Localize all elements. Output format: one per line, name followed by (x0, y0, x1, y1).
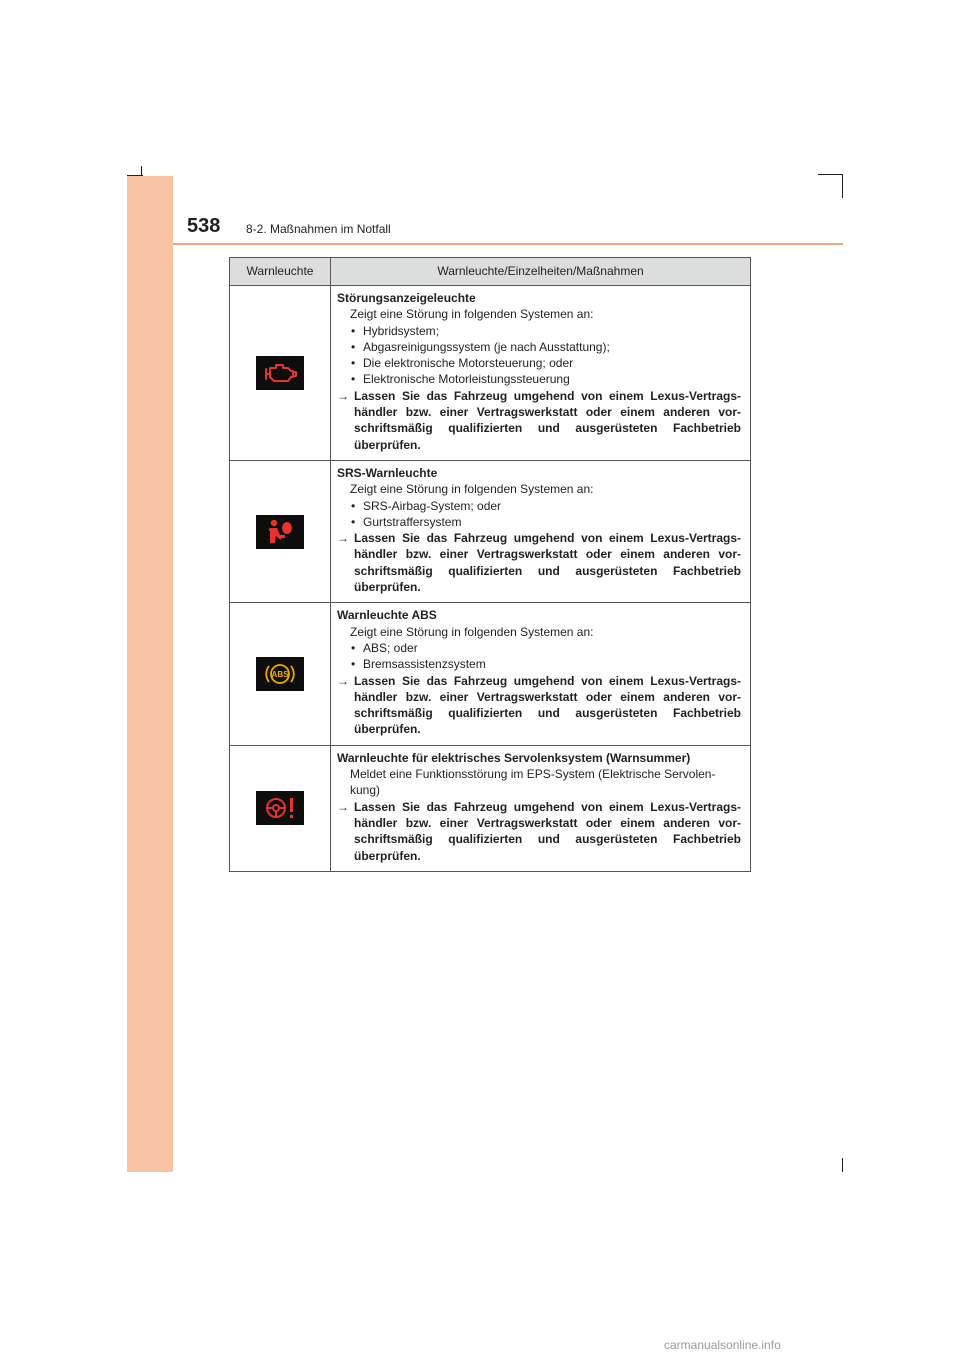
list-item: • Bremsassistenzsystem (351, 657, 486, 672)
warning-title: Störungsanzeigeleuchte (337, 291, 476, 305)
arrow-icon: → (337, 673, 349, 688)
warning-title: Warnleuchte für elektrisches Servolenksystem (Warnsummer) (337, 750, 691, 765)
action-text: → Lassen Sie das Fahrzeug umgehend von einem Lexus-Vertrags-händler bzw. einer Vertragswerkstatt oder einem anderen vor-schriftsmäßig qualifizierten und ausgerüsteten Fachbetrieb überprüfen. (337, 673, 741, 737)
table-row (230, 603, 751, 745)
arrow-icon: → (337, 799, 349, 814)
details-cell (331, 460, 751, 602)
arrow-icon: → (337, 531, 349, 546)
details-cell (331, 745, 751, 871)
column-header-warning-light: Warnleuchte (230, 258, 331, 286)
svg-text:ABS: ABS (271, 670, 289, 680)
table-row (230, 745, 751, 871)
warning-title: SRS-Warnleuchte (337, 465, 438, 480)
warning-intro: Zeigt eine Störung in folgenden Systemen an: (350, 624, 594, 639)
action-text: → Lassen Sie das Fahrzeug umgehend von einem Lexus-Vertrags-händler bzw. einer Vertragswerkstatt oder einem anderen vor-schriftsmäßig qualifizierten und ausgerüsteten Fachbetrieb überprüfen. (337, 531, 741, 595)
list-item: • Gurtstraffersystem (351, 514, 462, 529)
list-item: • Abgasreinigungssystem (je nach Ausstattung); (351, 339, 610, 354)
warning-intro: Meldet eine Funktionsstörung im EPS-System (Elektrische Servolen-kung) (350, 767, 716, 798)
engine-check-icon (256, 356, 304, 390)
chapter-side-strip (127, 176, 173, 1172)
list-item: • Die elektronische Motorsteuerung; oder (351, 356, 574, 371)
warning-intro: Zeigt eine Störung in folgenden Systemen an: (350, 482, 594, 497)
icon-cell (230, 286, 331, 461)
icon-cell (230, 460, 331, 602)
page-number: 538 (187, 215, 221, 237)
crop-mark-top-right (842, 174, 843, 198)
table-row (230, 460, 751, 602)
steering-warning-icon (256, 791, 304, 825)
warning-title: Warnleuchte ABS (337, 608, 437, 623)
crop-mark-top-right (818, 174, 843, 175)
watermark: carmanualsonline.info (664, 1338, 781, 1352)
action-text: → Lassen Sie das Fahrzeug umgehend von einem Lexus-Vertrags-händler bzw. einer Vertragswerkstatt oder einem anderen vor-schriftsmäßig qualifizierten und ausgerüsteten Fachbetrieb überprüfen. (337, 799, 741, 863)
details-cell (331, 286, 751, 461)
list-item: • Elektronische Motorleistungssteuerung (351, 372, 570, 387)
warning-light-table (229, 257, 751, 872)
arrow-icon: → (337, 388, 349, 403)
abs-icon (256, 657, 304, 691)
details-cell (331, 603, 751, 745)
column-header-details: Warnleuchte/Einzelheiten/Maßnahmen (331, 258, 751, 286)
section-title: 8-2. Maßnahmen im Notfall (246, 222, 391, 236)
list-item: • SRS-Airbag-System; oder (351, 498, 502, 513)
list-item: • ABS; oder (351, 640, 418, 655)
crop-mark-top-left (141, 166, 142, 176)
header-rule (173, 243, 843, 245)
icon-cell (230, 603, 331, 745)
table-header-row (230, 258, 751, 286)
table-row (230, 286, 751, 461)
srs-airbag-icon (256, 515, 304, 549)
list-item: • Hybridsystem; (351, 323, 440, 338)
warning-intro: Zeigt eine Störung in folgenden Systemen an: (350, 307, 594, 322)
action-text: → Lassen Sie das Fahrzeug umgehend von einem Lexus-Vertrags-händler bzw. einer Vertragswerkstatt oder einem anderen vor-schriftsmäßig qualifizierten und ausgerüsteten Fachbetrieb überprüfen. (337, 388, 741, 452)
crop-mark-bottom-right (842, 1158, 843, 1172)
icon-cell (230, 745, 331, 871)
